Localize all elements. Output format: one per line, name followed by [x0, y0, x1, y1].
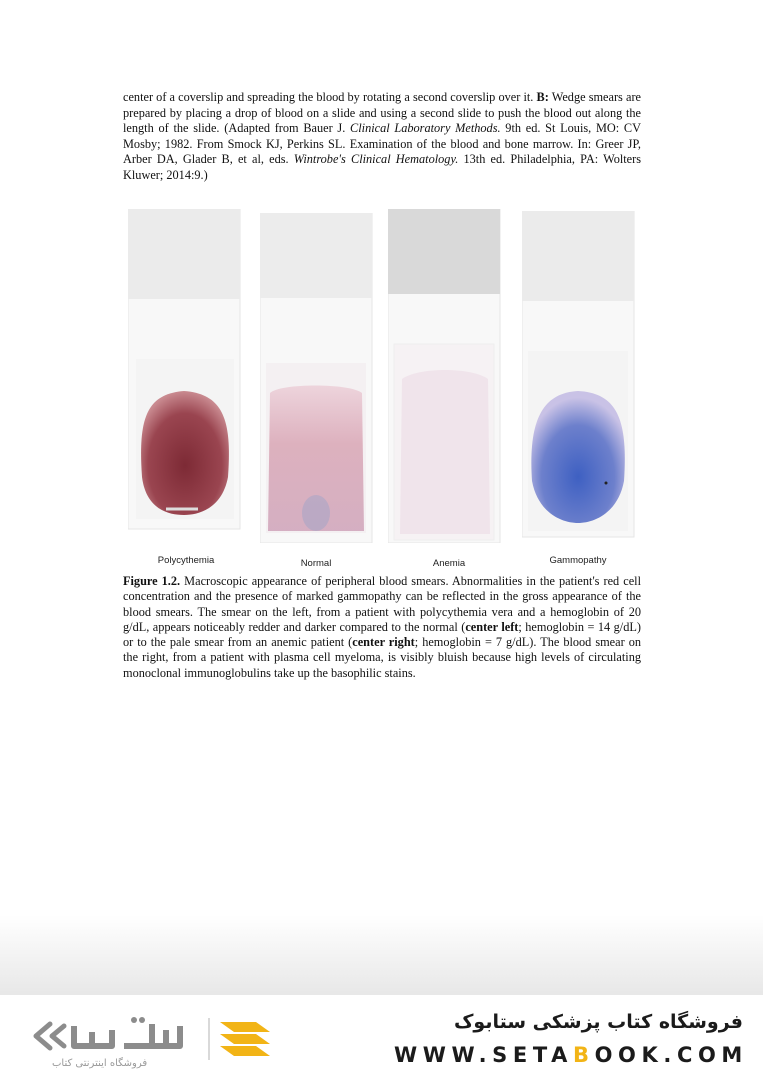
slide-normal: [260, 213, 374, 569]
body-paragraph: center of a coverslip and spreading the blood by rotating a second coverslip over it. B: Wedge smears are prepared by placing a drop of blood on a slide and using a second slide to push the blood out along the length of the slide. (Adapted from Bauer J. Clinical Laboratory Methods. 9th ed. St Louis, MO: CV Mosby; 1982. From Smock KJ, Perkins SL. Examination of the blood and bone marrow. In: Greer JP, Arber DA, Glader B, et al, eds. Wintrobe's Clinical Hematology. 13th ed. Philadelphia, PA: Wolters Kluwer; 2014:9.): [123, 90, 642, 182]
slide-anemia: [388, 209, 502, 569]
figure-number: Figure 1.2.: [123, 574, 181, 588]
slide-label-polycythemia: Polycythemia: [157, 555, 215, 566]
store-url[interactable]: WWW.SETABOOK.COM: [394, 1043, 748, 1067]
book-title-clinical-lab: Clinical Laboratory Methods.: [350, 121, 501, 135]
slide-gammopathy: [522, 211, 636, 566]
footer-shadow: [0, 915, 763, 1000]
panel-label-b: B:: [536, 90, 549, 104]
slide-polycythemia: [128, 209, 242, 566]
slide-label-anemia: Anemia: [432, 558, 466, 569]
slide-label-gammopathy: Gammopathy: [549, 555, 607, 566]
store-name: فروشگاه کتاب پزشکی ستابوک: [453, 1011, 743, 1033]
figure-caption: Figure 1.2. Macroscopic appearance of peripheral blood smears. Abnormalities in the patient's red cell concentration and the presence of marked gammopathy can be reflected in the gross appearance of the blood smears. The smear on the left, from a patient with polycythemia vera and a hemoglobin of 20 g/dL, appears noticeably redder and darker compared to the normal (center left; hemoglobin = 14 g/dL) or to the pale smear from an anemic patient (center right; hemoglobin = 7 g/dL). The blood smear on the right, from a patient with plasma cell myeloma, is visibly bluish because high levels of circulating monoclonal immunoglobulins take up the basophilic stains.: [123, 574, 641, 680]
blood-smear-figure: [120, 205, 645, 570]
logo-subtitle: فروشگاه اینترنتی کتاب: [52, 1058, 148, 1069]
slide-label-normal: Normal: [300, 558, 332, 569]
footer-divider: [208, 1018, 210, 1060]
book-title-wintrobe: Wintrobe's Clinical Hematology.: [293, 152, 459, 166]
